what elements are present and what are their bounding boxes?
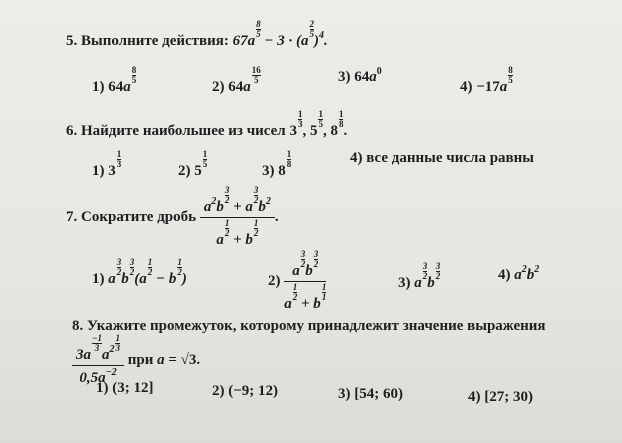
- question-6-option-3[interactable]: 3) 8 $\frac{1}{8}$: [262, 149, 292, 179]
- question-8-option-2[interactable]: 2) (−9; 12): [212, 383, 279, 399]
- question-8: [72, 318, 546, 335]
- question-8-option-1[interactable]: 1) (3; 12]: [96, 380, 154, 396]
- question-5: [66, 20, 328, 50]
- question-5-option-4[interactable]: 4) −17a $\frac{8}{5}$: [460, 65, 513, 95]
- question-6-option-4[interactable]: 4) все данные числа равны: [350, 150, 534, 166]
- question-5-number: 5.: [66, 33, 78, 49]
- question-7-number: 7.: [66, 208, 78, 225]
- question-7-fraction: $a^2b$ $\frac{3}{2}$ + a $\frac{3}{2}$ $b^2$ a $\frac{1}{2}$ + b $\frac{1}{2}$: [200, 186, 275, 249]
- question-8-expression: 3a $\frac{-1}{3}$ $a^2$ $\frac{1}{3}$ $0,5a^{-2}$ при a = √3.: [72, 334, 200, 387]
- question-7-text: Сократите дробь: [81, 208, 197, 225]
- question-7-option-3[interactable]: 3) a $\frac{3}{2}$ b $\frac{3}{2}$: [398, 261, 441, 291]
- question-8-option-4[interactable]: 4) [27; 30): [468, 389, 533, 405]
- question-5-option-1[interactable]: 1) 64a $\frac{8}{5}$: [92, 65, 137, 95]
- question-7-option-4[interactable]: 4) $a^2b^2$: [498, 264, 540, 283]
- question-8-condition: при: [127, 351, 154, 368]
- question-5-option-2[interactable]: 2) 64a $\frac{16}{5}$: [212, 65, 261, 95]
- question-8-number: 8.: [72, 318, 84, 334]
- question-6-number: 6.: [66, 123, 78, 139]
- question-6-option-1[interactable]: 1) 3 $\frac{1}{3}$: [92, 149, 122, 179]
- question-8-text: Укажите промежуток, которому принадлежит значение выражения: [87, 318, 546, 334]
- question-6-text: Найдите наибольшее из чисел: [81, 123, 286, 139]
- question-7-option-1[interactable]: 1) a $\frac{3}{2}$ b $\frac{3}{2}$ (a $\frac{1}{2}$ − b $\frac{1}{2}$ ): [92, 257, 187, 287]
- question-6-expression: 3 $\frac{1}{3}$ , 5 $\frac{1}{5}$ , 8 $\frac{1}{8}$ .: [289, 109, 348, 139]
- question-5-option-3[interactable]: 3) $64a^0$: [338, 66, 382, 85]
- question-8-option-3[interactable]: 3) [54; 60): [338, 386, 403, 402]
- question-5-expression: 67a $\frac{8}{5}$ − 3 · (a $\frac{2}{5}$ )$^4$.: [232, 19, 328, 49]
- question-6-option-2[interactable]: 2) 5 $\frac{1}{5}$: [178, 149, 208, 179]
- question-7: 7. Сократите дробь $a^2b$ $\frac{3}{2}$ + a $\frac{3}{2}$ $b^2$ a $\frac{1}{2}$ + b $\frac{1}{2}$ .: [66, 185, 279, 248]
- question-6: [66, 110, 347, 140]
- question-5-text: Выполните действия:: [81, 33, 229, 49]
- question-7-option-2[interactable]: 2) a $\frac{3}{2}$ b $\frac{3}{2}$ a $\frac{1}{2}$ + b $\frac{1}{1}$: [268, 249, 327, 312]
